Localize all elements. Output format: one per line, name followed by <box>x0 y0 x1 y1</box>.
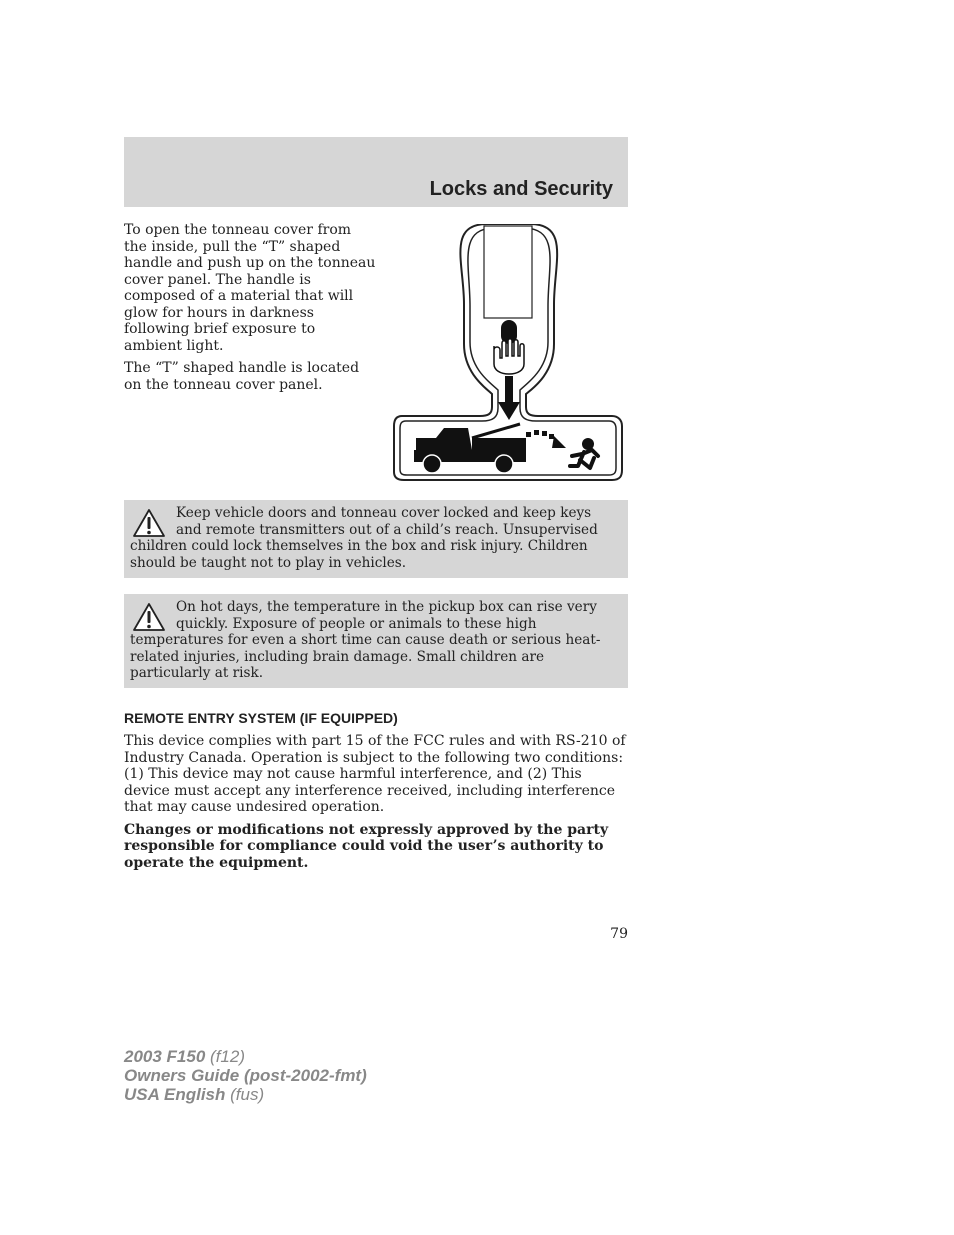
footer-model-code: (f12) <box>210 1047 245 1066</box>
footer-line-3 <box>124 1085 367 1104</box>
remote-entry-heading: REMOTE ENTRY SYSTEM (IF EQUIPPED) <box>124 710 398 726</box>
warning-triangle-icon <box>132 508 166 538</box>
intro-paragraph-1: To open the tonneau cover from the inside, pull the “T” shaped handle and push up on the tonneau cover panel. The handle is composed of a material that will glow for hours in darkness following brief exposure to ambient light. <box>124 222 376 354</box>
footer-language: USA English <box>124 1085 226 1104</box>
intro-paragraph-2: The “T” shaped handle is located on the tonneau cover panel. <box>124 360 360 393</box>
t-handle-illustration <box>392 224 624 482</box>
footer-model: 2003 F150 <box>124 1047 206 1066</box>
section-title: Locks and Security <box>429 178 613 200</box>
warning-triangle-icon <box>132 602 166 632</box>
warning-text-heat: On hot days, the temperature in the pickup box can rise very quickly. Exposure of people or animals to these high temperatures for even a short time can cause death or serious heat-related injuries, including brain damage. Small children are particularly at risk. <box>130 599 601 681</box>
fcc-compliance-paragraph: This device complies with part 15 of the FCC rules and with RS-210 of Industry Canada. Operation is subject to the following two conditions: (1) This device may not cause harmful interference, and (2) This device must accept any interference received, including interference that may cause undesired operation. <box>124 733 626 815</box>
footer-line-2 <box>124 1066 367 1085</box>
warning-box-children <box>124 500 628 578</box>
warning-box-heat <box>124 594 628 688</box>
page-number: 79 <box>610 926 628 942</box>
footer-guide: Owners Guide (post-2002-fmt) <box>124 1066 367 1085</box>
document-footer <box>124 1047 367 1104</box>
footer-language-code: (fus) <box>230 1085 265 1104</box>
section-header-band <box>124 137 628 207</box>
footer-line-1 <box>124 1047 367 1066</box>
remote-entry-section <box>124 733 628 877</box>
warning-text-children: Keep vehicle doors and tonneau cover locked and keep keys and remote transmitters out of a child’s reach. Unsupervised children could lock themselves in the box and risk injury. Children should be taught not to play in vehicles. <box>130 505 598 571</box>
intro-text <box>124 222 376 399</box>
modification-notice: Changes or modifications not expressly approved by the party responsible for compliance could void the user’s authority to operate the equipment. <box>124 821 609 871</box>
